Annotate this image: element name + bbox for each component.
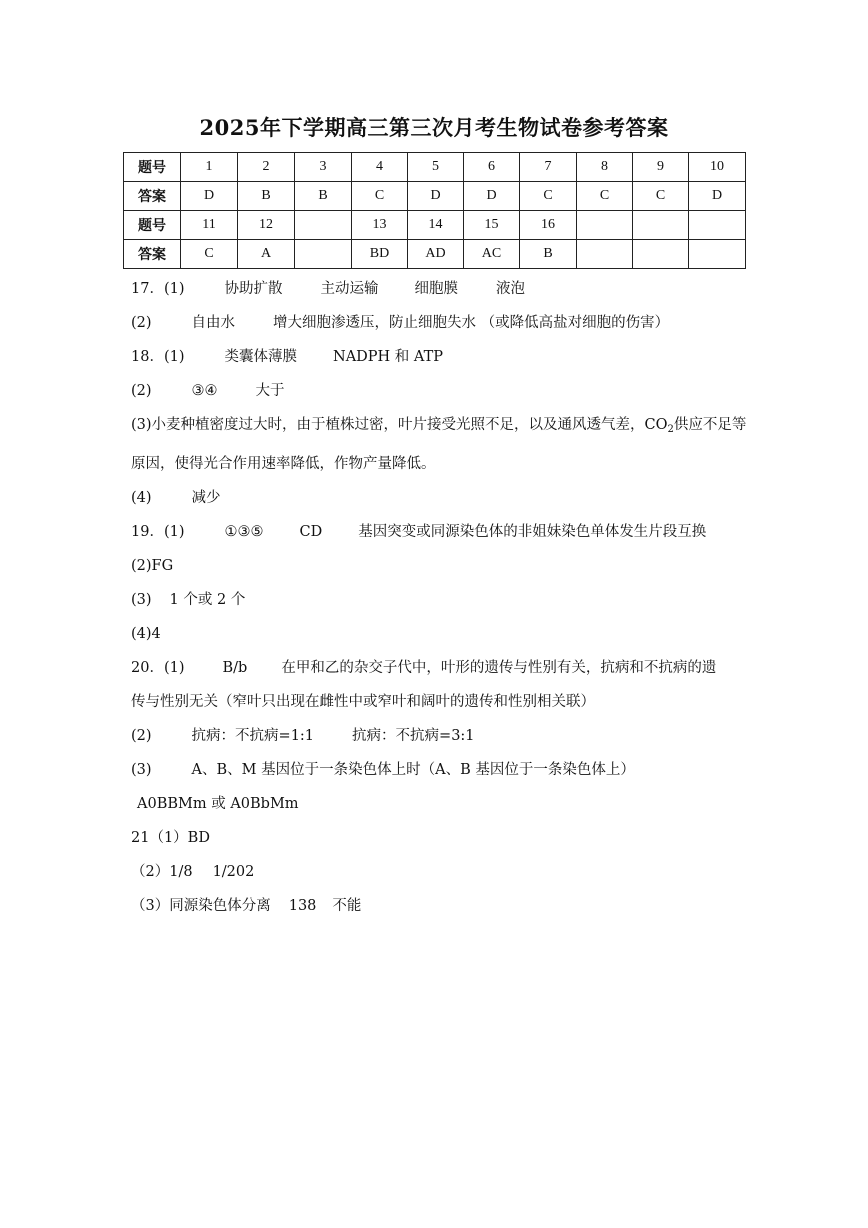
table-cell: 8 [577,153,633,182]
table-cell: A [238,240,295,269]
table-cell: 1 [181,153,238,182]
table-cell [577,240,633,269]
answer-text: CD [299,524,323,540]
answer-text: 1/202 [212,864,255,880]
table-cell: 16 [520,211,577,240]
answer-21-1 [131,821,751,855]
answer-text: 供应不足等原因，使得光合作用速率降低，作物产量降低。 [131,417,747,472]
table-cell: 14 [408,211,464,240]
answer-text: A、B、M 基因位于一条染色体上时（A、B 基因位于一条染色体上） [191,762,635,778]
answer-text: 1 个或 2 个 [169,592,246,608]
table-row [124,240,746,269]
answer-20-2 [131,719,751,753]
answer-lines [131,272,751,923]
question-number: (3) [131,592,152,608]
row-header: 答案 [124,240,181,269]
answer-20-3-cont [131,787,751,821]
table-cell: 2 [238,153,295,182]
question-number: 20．(1) [131,660,185,676]
answer-text: 基因突变或同源染色体的非姐妹染色单体发生片段互换 [358,524,707,540]
row-header: 题号 [124,153,181,182]
table-cell: C [520,182,577,211]
answer-text: （3）同源染色体分离 [131,898,271,914]
table-cell [689,211,746,240]
answer-21-3 [131,889,751,923]
table-cell [633,240,689,269]
answer-text: （2）1/8 [131,864,193,880]
answer-text: ③④ [191,383,218,399]
answer-19-2 [131,549,751,583]
table-cell: D [408,182,464,211]
answer-text: 21（1）BD [131,830,210,846]
answer-text: ①③⑤ [224,524,264,540]
table-cell: C [633,182,689,211]
answer-text: 抗病：不抗病=1:1 [191,728,315,744]
table-cell: 9 [633,153,689,182]
table-cell: 4 [352,153,408,182]
question-number: (2) [131,728,152,744]
table-cell: 15 [464,211,520,240]
page-title: 2025年下学期高三第三次月考生物试卷参考答案 [199,115,669,140]
question-number: (3) [131,762,152,778]
answer-text: 138 [288,898,317,914]
answer-table [123,152,746,269]
table-cell [295,240,352,269]
table-cell: BD [352,240,408,269]
answer-text: 抗病：不抗病=3:1 [352,728,475,744]
answer-text: 细胞膜 [414,281,458,297]
answer-text: NADPH 和 ATP [333,349,444,365]
table-cell: D [181,182,238,211]
table-cell: C [181,240,238,269]
table-row [124,153,746,182]
table-cell: 3 [295,153,352,182]
answer-text: 大于 [255,383,285,399]
table-cell [633,211,689,240]
table-cell: C [577,182,633,211]
answer-text: 主动运输 [320,281,379,297]
question-number: (2) [131,315,152,331]
answer-text: 协助扩散 [224,281,283,297]
answer-18-4 [131,481,751,515]
row-header: 题号 [124,211,181,240]
table-cell [295,211,352,240]
answer-text: 自由水 [191,315,236,331]
question-number: 18．(1) [131,349,185,365]
answer-19-3 [131,583,751,617]
table-cell: C [352,182,408,211]
answer-text: 类囊体薄膜 [224,349,297,365]
table-cell: 6 [464,153,520,182]
table-cell: D [464,182,520,211]
answer-18-1 [131,340,751,374]
answer-text: 减少 [191,490,221,506]
answer-20-3 [131,753,751,787]
answer-text: 在甲和乙的杂交子代中，叶形的遗传与性别有关，抗病和不抗病的遗 [281,660,717,676]
table-cell: 13 [352,211,408,240]
table-cell: D [689,182,746,211]
table-cell: AD [408,240,464,269]
answer-21-2 [131,855,751,889]
table-cell: AC [464,240,520,269]
table-cell: 11 [181,211,238,240]
answer-text: 传与性别无关（窄叶只出现在雌性中或窄叶和阔叶的遗传和性别相关联） [131,694,595,710]
answer-text: (4)4 [131,626,161,642]
table-cell: 12 [238,211,295,240]
question-number: (2) [131,383,152,399]
answer-19-1 [131,515,751,549]
table-cell: 5 [408,153,464,182]
table-cell [689,240,746,269]
table-row [124,211,746,240]
table-cell: 7 [520,153,577,182]
answer-text: 液泡 [496,281,525,297]
answer-20-1-cont [131,685,751,719]
table-row [124,182,746,211]
answer-text: B/b [222,660,248,676]
answer-19-4 [131,617,751,651]
answer-text: 增大细胞渗透压，防止细胞失水 （或降低高盐对细胞的伤害） [273,315,670,331]
table-cell: B [238,182,295,211]
answer-17-2 [131,306,751,340]
answer-18-2 [131,374,751,408]
answer-text: (3)小麦种植密度过大时，由于植株过密，叶片接受光照不足，以及通风透气差，CO [131,417,668,433]
subscript: 2 [667,424,674,435]
answer-text: (2)FG [131,558,174,574]
question-number: 17．(1) [131,281,185,297]
question-number: 19．(1) [131,524,185,540]
answer-20-1 [131,651,751,685]
answer-text: 不能 [332,898,362,914]
table-cell [577,211,633,240]
answer-18-3 [131,408,751,481]
row-header: 答案 [124,182,181,211]
table-cell: B [520,240,577,269]
answer-text: A0BBMm 或 A0BbMm [137,796,299,812]
question-number: (4) [131,490,152,506]
table-cell: B [295,182,352,211]
answer-17-1 [131,272,751,306]
table-cell: 10 [689,153,746,182]
